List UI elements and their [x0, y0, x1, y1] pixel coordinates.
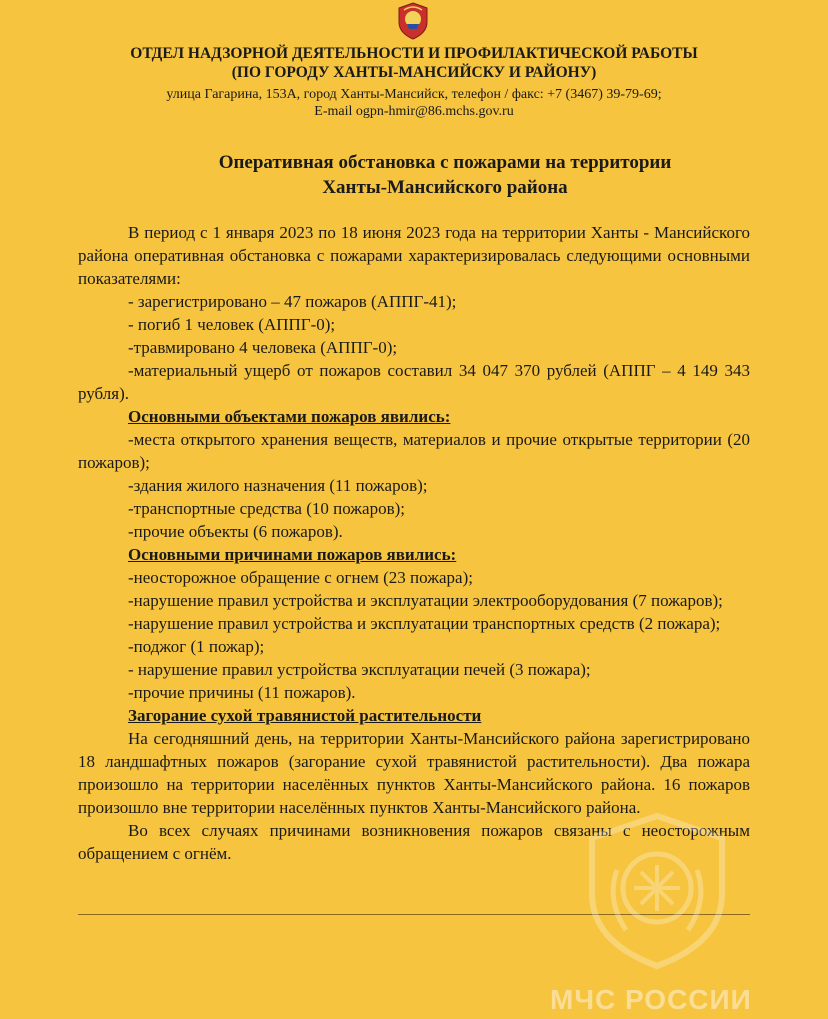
causes-item: -нарушение правил устройства и эксплуатации транспортных средств (2 пожара);: [128, 614, 721, 633]
intro-paragraph: В период с 1 января 2023 по 18 июня 2023 года на территории Ханты - Мансийского района оперативная обстановка с пожарами характеризировалась следующими основными показателями:: [78, 223, 750, 288]
causes-heading: Основными причинами пожаров явились:: [128, 545, 457, 564]
causes-item: - нарушение правил устройства эксплуатации печей (3 пожара);: [128, 660, 591, 679]
title-line2: Ханты-Мансийского района: [322, 177, 568, 198]
org-name-line2: (ПО ГОРОДУ ХАНТЫ-МАНСИЙСКУ И РАЙОНУ): [231, 64, 597, 81]
org-name-line1: ОТДЕЛ НАДЗОРНОЙ ДЕЯТЕЛЬНОСТИ И ПРОФИЛАКТИЧЕСКОЙ РАБОТЫ: [130, 45, 698, 62]
page-title: [80, 150, 810, 200]
causes-item: -неосторожное обращение с огнем (23 пожара);: [128, 568, 473, 587]
org-contacts: [0, 86, 828, 120]
grass-conclusion: Во всех случаях причинами возникновения пожаров связаны с неосторожным обращением с огнём.: [78, 821, 750, 863]
mchs-russia-watermark: МЧС РОССИИ: [550, 984, 752, 1015]
objects-item: -прочие объекты (6 пожаров).: [128, 522, 343, 541]
causes-item: -нарушение правил устройства и эксплуатации электрооборудования (7 пожаров);: [128, 591, 723, 610]
objects-item: -места открытого хранения веществ, материалов и прочие открытые территории (20 пожаров);: [78, 430, 750, 472]
org-address: улица Гагарина, 153А, город Ханты-Мансийск, телефон / факс: +7 (3467) 39-79-69;: [166, 87, 662, 102]
grass-heading: Загорание сухой травянистой растительности: [128, 706, 482, 725]
objects-item: -транспортные средства (10 пожаров);: [128, 499, 405, 518]
org-email: E-mail ogpn-hmir@86.mchs.gov.ru: [314, 104, 514, 119]
stat-item: - зарегистрировано – 47 пожаров (АППГ-41);: [128, 292, 457, 311]
report-body: [78, 221, 750, 865]
org-header: [0, 44, 828, 82]
stat-item: -материальный ущерб от пожаров составил 34 047 370 рублей (АППГ – 4 149 343 рубля).: [78, 361, 750, 403]
stat-item: - погиб 1 человек (АППГ-0);: [128, 315, 336, 334]
causes-item: -прочие причины (11 пожаров).: [128, 683, 356, 702]
objects-heading: Основными объектами пожаров явились:: [128, 407, 451, 426]
stat-item: -травмировано 4 человека (АППГ-0);: [128, 338, 398, 357]
title-line1: Оперативная обстановка с пожарами на территории: [218, 152, 672, 173]
mchs-watermark-icon: [582, 810, 732, 970]
grass-paragraph: На сегодняшний день, на территории Ханты-Мансийского района зарегистрировано 18 ландшафтных пожаров (загорание сухой травянистой растительности). Два пожара произошло на территории населённых пунктов Ханты-Мансийского района. 16 пожаров произошло вне территории населённых пунктов Ханты-Мансийского района.: [78, 729, 750, 817]
mchs-emblem-icon: [396, 2, 430, 40]
objects-item: -здания жилого назначения (11 пожаров);: [128, 476, 428, 495]
causes-item: -поджог (1 пожар);: [128, 637, 265, 656]
